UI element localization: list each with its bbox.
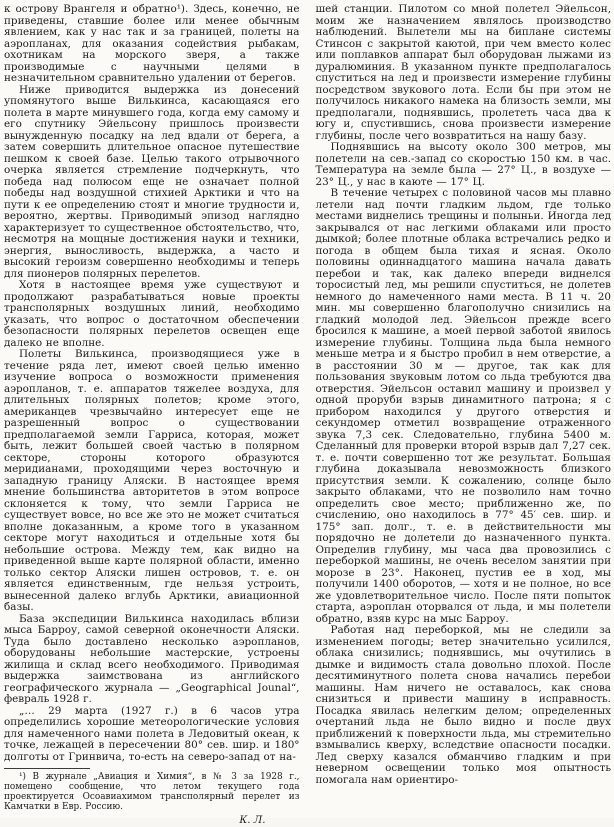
paragraph: Поднявшись на высоту около 300 метров, мы полетели на сев.-запад со скоростью 150 км. в час. Температура на земле была — 27° Ц., в воздухе — 23° Ц., у нас в каюте — 17° Ц. <box>315 141 611 188</box>
footnote-text: ¹) В журнале „Авиация и Химия“, в № 3 за 1928 г., помещено сообщение, что летом текущего года проектируется Осоавиахимом трансполярный перелет из Камчатки в Евр. Россию. <box>4 772 300 813</box>
paragraph: Хотя в настоящее время уже существуют и продолжают разрабатываться новые проекты трансполярных воздушных линий, необходимо указать, что вопрос о достаточном обеспечении безопасности полярных перелетов освещен еще далеко не вполне. <box>4 279 300 349</box>
paragraph: „… 29 марта (1927 г.) в 6 часов утра определились хорошие метеорологические условия для намеченного нами полета в Ледовитый океан, к точке, лежащей в пересечении 80° сев. шир. и 180° долготы от Гринвича, то-есть на северо-запад от на- <box>4 704 300 763</box>
paragraph: Работая над переборкой, мы не следили за изменением погоды; ветер значительно усилился, облака снизились; поднявшись, мы очутились в дымке и видимость стала довольно плохой. После десятиминутного полета снова начались перебои машины. Нам ничего не оставалось, как снова снизиться и привести машину в исправность. Посадка явилась нелегким делом; определенных очертаний льда не было видно и после двух приближений к поверхности льда, мы стремительно взмывались кверху, вследствие опасности посадки. Лед сверху казался обманчиво гладким и при неверном освещении только моя опытность помогала нам ориентиро- <box>315 624 611 786</box>
paragraph: Ниже приводится выдержка из донесений упомянутого выше Вилькинса, касающаяся его полета в марте минувшего года, когда ему самому и его спутнику Эйельсону пришлось произвести вынужденную посадку на лед вдали от берега, а затем совершить длительное опасное путешествие пешком к своей базе. Целью такого отрывочного очерка является стремление подчеркнуть, что победа над полюсом еще не означает полной победы над воздушной стихией Арктики и что на пути к ее определению стоят и многие трудности и, вероятно, жертвы. Приводимый эпизод наглядно характеризует то существенное обстоятельство, что, несмотря на мощные достижения науки и техники, энергия, выносливость, выдержка, а часто и высокий героизм совершенно необходимы и теперь для пионеров полярных перелетов. <box>4 83 300 280</box>
paragraph: к острову Врангеля и обратно¹). Здесь, конечно, не приведены, ставшие более или менее обычным явлением, как у нас так и за границей, полеты на аэропланах, для оказания содействия рыбакам, охотникам на морского зверя, а также производимые с научными целями в незначительном сравнительно удалении от берегов. <box>4 3 300 84</box>
footnote-divider <box>4 768 90 769</box>
paragraph: В течение четырех с половиной часов мы плавно летели над почти гладким льдом, где только местами виднелись трещины и полыньи. Иногда лед закрывался от нас легкими облаками или просто дымкой; более плотные облака встречались редко и погода в общем была тихая и ясная. Около половины одиннадцатого машина начала давать перебои и так, как далеко впереди виднелся торосистый лед, мы решили спуститься, не долетев немного до намеченного нами места. В 11 ч. 20 мин. мы совершенно благополучно снизились на гладкий молодой лед. Эйельсон прежде всего бросился к машине, а моей первой заботой явилось измерение глубины. Толщина льда была немного меньше метра и я быстро пробил в нем отверстие, а в расстоянии 30 м — другое, так как для пользования звуковым лотом со льда требуются два отверстия. Эйельсон оставил машину и произвел у одной проруби взрыв динамитного патрона; я с прибором находился у другого отверстия и секундомер отметил возвращение отраженного звука 7,3 сек. Следовательно, глубина 5400 м. Сделанный для проверки второй взрыв дал 7,27 сек. т. е. почти совершенно тот же результат. Большая глубина доказывала невозможность близкого присутствия земли. К сожалению, солнце было закрыто облаками, что не позволило нам точно определить свое место; приближенно же, по счислению, оно находилось в 77° 45′ сев. шир. и 175° зап. долг., т. е. в действительности мы порядочно не долетели до назначенного пункта. Определив глубину, мы часа два провозились с переборкой машины, не очень веселом занятии при морозе в 23°. Наконец, пустив ее в ход, мы получили 1400 оборотов, — хотя и не полное, но все же удовлетворительное число. После пяти попыток старта, аэроплан оторвался от льда, и мы полетели обратно, взяв курс на мыс Барроу. <box>315 187 611 625</box>
paragraph: шей станции. Пилотом со мной полетел Эйельсон, моим же назначением являлось производство наблюдений. Вылетели мы на биплане системы Стинсон с закрытой каютой, при чем вместо колес или поплавков аппарат был оборудован лыжами из дуралюминия. В указанном пункте предполагалось спуститься на лед и произвести измерение глубины посредством звукового лота. Если бы при этом не получилось никакого намека на близость земли, мы предполагали, поднявшись, пролететь часа два к югу и, спустившись, снова произвести измерение глубины, после чего возвратиться на нашу базу. <box>315 3 611 142</box>
paragraph: Полеты Вилькинса, производящиеся уже в течение ряда лет, имеют своей целью именно изучение вопроса о возможности применения аэропланов, т. е. аппаратов тяжелее воздуха, для длительных полярных полетов; кроме этого, американцев чрезвычайно интересует еще не разрешенный вопрос о существовании предполагаемой земли Гарриса, которая, может быть, лежит большей своей частью в полярном секторе, стороны которого образуются меридианами, проходящими через восточную и западную границу Аляски. В настоящее время мнение большинства авторитетов в этом вопросе склоняется к тому, что земли Гарриса не существует вовсе, но все же это не может считаться вполне доказанным, а кроме того в указанном секторе могут находиться и отдельные хотя бы небольшие острова. Между тем, как видно на приведенной выше карте полярной области, именно только сектор Аляски лишен островов, т. е. он является единственным, где нельзя устроить, вынесенной далеко вглубь Арктики, авиационной базы. <box>4 348 300 613</box>
right-column <box>316 4 612 816</box>
left-column <box>4 3 300 827</box>
paragraph: База экспедиции Вилькинса находилась вблизи мыса Барроу, самой северной оконечности Аляски. Туда было доставлено несколько аэропланов, оборудованы небольшие мастерские, устроены жилища и склад всего необходимого. Приводимая выдержка заимствована из английского географического журнала — „Geographical Jounal“, февраль 1928 г. <box>4 612 300 705</box>
author-initials: К. Л. <box>239 815 266 827</box>
